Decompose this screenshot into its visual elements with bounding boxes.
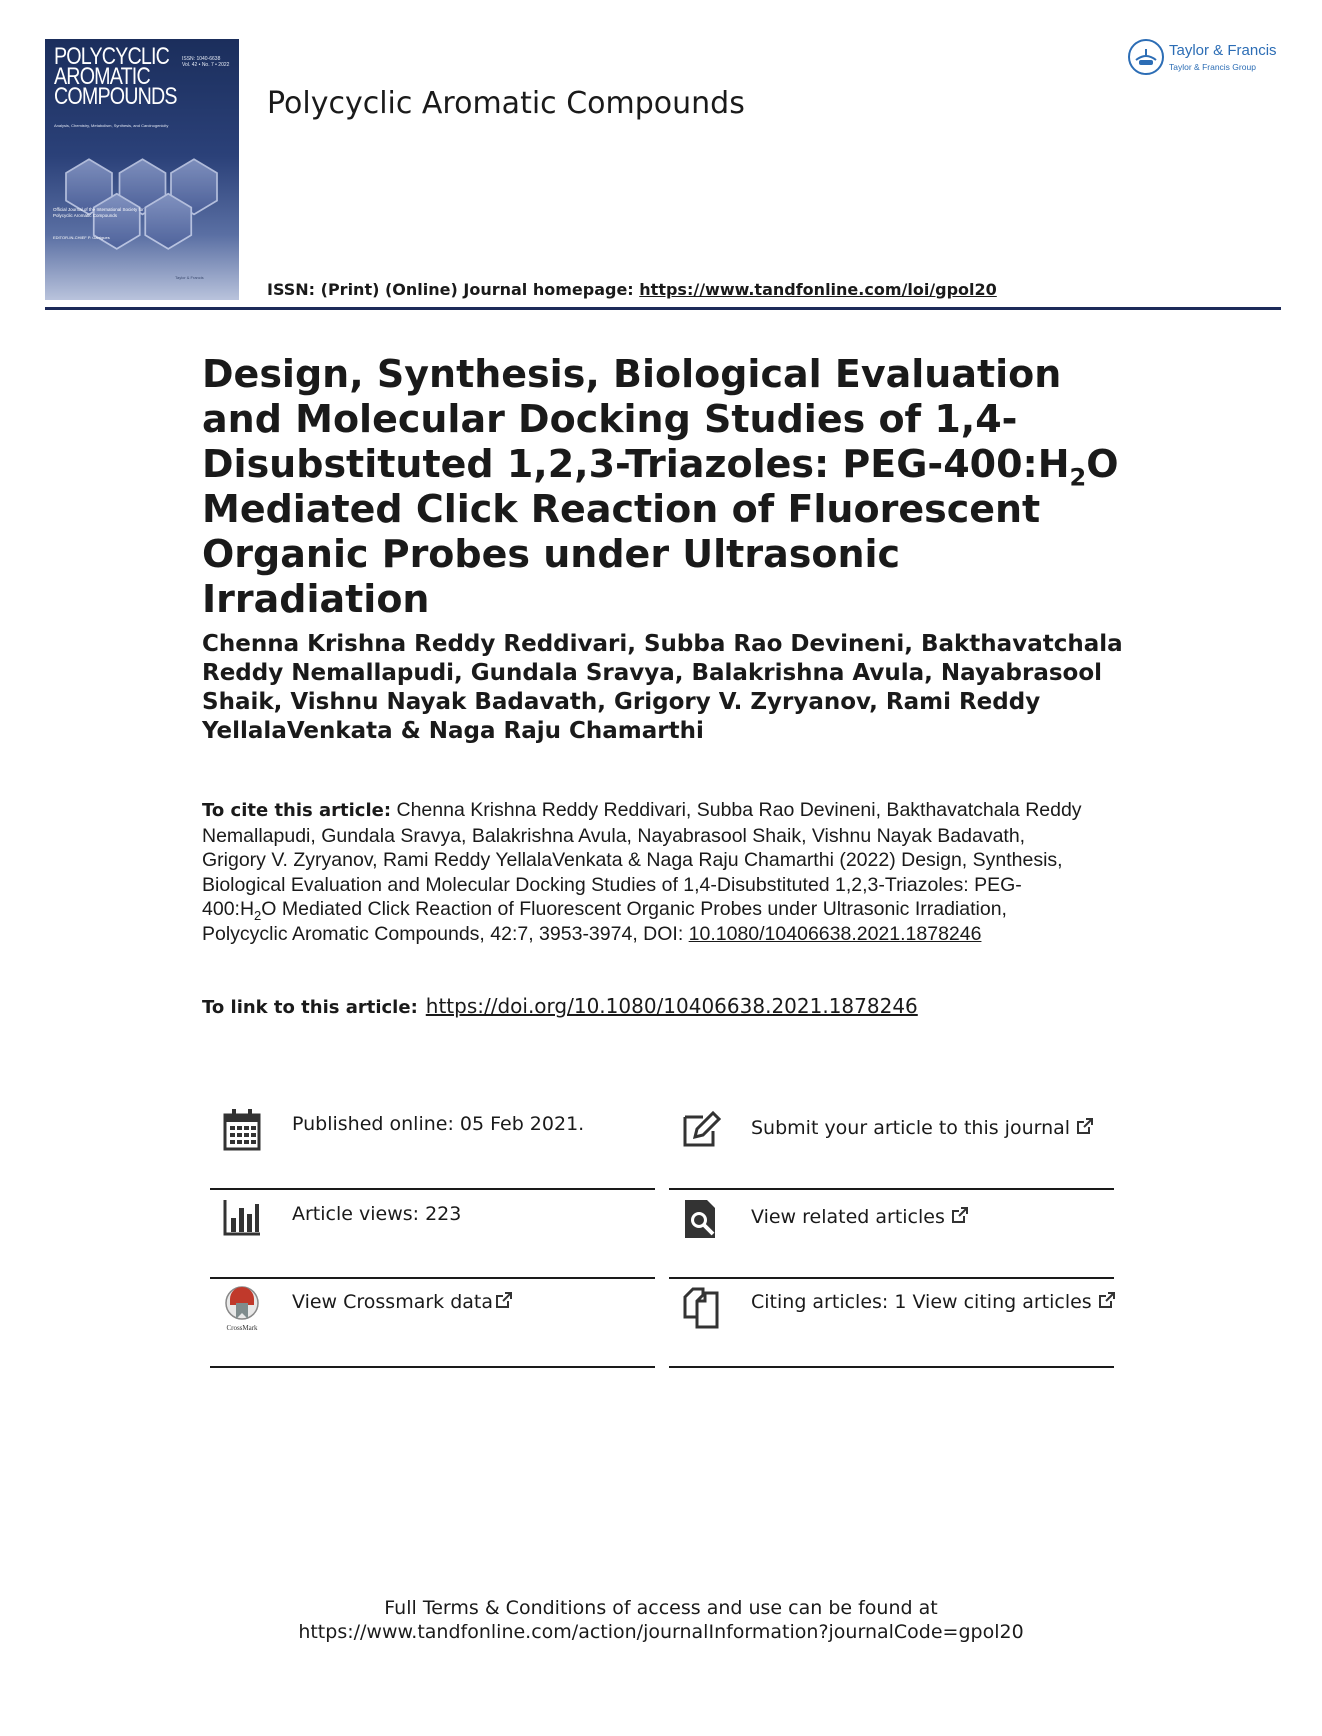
article-title-part1: Design, Synthesis, Biological Evaluation and Molecular Docking Studies of 1,4-Disubstituted 1,2,3-Triazoles: PEG-400:H bbox=[202, 352, 1070, 486]
article-link-label: To link to this article: bbox=[202, 997, 418, 1018]
issn-line bbox=[267, 280, 997, 299]
publisher-logo bbox=[1127, 38, 1277, 80]
citation-text-part2: O Mediated Click Reaction of Fluorescent Organic Probes under Ultrasonic Irradiation, Polycyclic Aromatic Compounds, 42:7, 3953-3974, DOI: bbox=[202, 898, 1007, 945]
cover-publisher: Taylor & Francis bbox=[175, 275, 204, 280]
calendar-icon bbox=[222, 1107, 262, 1153]
crossmark-cell[interactable] bbox=[210, 1277, 655, 1368]
published-online-text: Published online: 05 Feb 2021. bbox=[292, 1113, 585, 1135]
journal-cover bbox=[45, 39, 239, 300]
cover-subtitle: Analysis, Chemistry, Metabolism, Synthesis, and Carcinogenicity bbox=[54, 123, 169, 128]
citation-block bbox=[202, 798, 1082, 946]
citation-subscript: 2 bbox=[254, 907, 262, 923]
article-title-part2: O Mediated Click Reaction of Fluorescent Organic Probes under Ultrasonic Irradiation bbox=[202, 442, 1119, 621]
citing-articles-link[interactable] bbox=[751, 1291, 1116, 1313]
footer bbox=[0, 1596, 1322, 1644]
publisher-name: Taylor & Francis bbox=[1169, 42, 1277, 59]
related-articles-label: View related articles bbox=[751, 1206, 945, 1228]
article-title-subscript: 2 bbox=[1069, 463, 1087, 492]
footer-terms-text: Full Terms & Conditions of access and use can be found at bbox=[384, 1597, 938, 1619]
submit-article-cell[interactable] bbox=[669, 1099, 1114, 1190]
cover-editor: EDITOR-IN-CHIEF P. Garrigues bbox=[53, 235, 110, 240]
article-authors: Chenna Krishna Reddy Reddivari, Subba Rao Devineni, Bakthavatchala Reddy Nemallapudi, Gundala Sravya, Balakrishna Avula, Nayabrasool Shaik, Vishnu Nayak Badavath, Grigory V. Zyryanov, Rami Reddy YellalaVenkata & Naga Raju Chamarthi bbox=[202, 631, 1123, 744]
submit-article-link[interactable] bbox=[751, 1117, 1094, 1139]
issn-text: ISSN: (Print) (Online) Journal homepage: bbox=[267, 280, 640, 299]
article-doi-link[interactable]: https://doi.org/10.1080/10406638.2021.1878246 bbox=[425, 994, 918, 1018]
article-link-line bbox=[202, 994, 918, 1018]
submit-article-label: Submit your article to this journal bbox=[751, 1117, 1071, 1139]
external-link-icon bbox=[1098, 1291, 1116, 1309]
taylor-francis-logo-icon bbox=[1127, 38, 1165, 76]
external-link-icon bbox=[495, 1291, 513, 1309]
cover-title bbox=[54, 43, 177, 110]
copy-documents-icon bbox=[681, 1285, 721, 1331]
citing-articles-label: Citing articles: 1 View citing articles bbox=[751, 1291, 1092, 1313]
cover-volume bbox=[182, 56, 229, 68]
citation-doi-link[interactable]: 10.1080/10406638.2021.1878246 bbox=[688, 922, 982, 945]
bar-chart-icon bbox=[222, 1196, 262, 1242]
publisher-group: Taylor & Francis Group bbox=[1169, 62, 1256, 72]
citing-articles-cell[interactable] bbox=[669, 1277, 1114, 1368]
footer-terms-url[interactable]: https://www.tandfonline.com/action/journalInformation?journalCode=gpol20 bbox=[298, 1621, 1024, 1643]
cover-issn: ISSN: 1040-6638 bbox=[182, 56, 221, 62]
header-divider bbox=[45, 307, 1281, 310]
related-articles-link[interactable] bbox=[751, 1206, 969, 1228]
journal-name: Polycyclic Aromatic Compounds bbox=[267, 86, 745, 121]
related-articles-cell[interactable] bbox=[669, 1188, 1114, 1279]
crossmark-link[interactable] bbox=[292, 1291, 513, 1313]
crossmark-label: View Crossmark data bbox=[292, 1291, 494, 1313]
edit-icon bbox=[681, 1107, 721, 1153]
published-online-cell bbox=[210, 1099, 655, 1190]
cover-title-line: COMPOUNDS bbox=[54, 83, 177, 110]
cover-title-line: AROMATIC bbox=[54, 63, 150, 90]
article-views-cell bbox=[210, 1188, 655, 1279]
crossmark-icon bbox=[222, 1285, 262, 1331]
article-views-text: Article views: 223 bbox=[292, 1203, 462, 1225]
cover-official-text: Official Journal of the International Society for Polycyclic Aromatic Compounds bbox=[53, 207, 144, 218]
external-link-icon bbox=[1076, 1117, 1094, 1135]
citation-text-part1: Chenna Krishna Reddy Reddivari, Subba Rao Devineni, Bakthavatchala Reddy Nemallapudi, Gundala Sravya, Balakrishna Avula, Nayabrasool Shaik, Vishnu Nayak Badavath, Grigory V. Zyryanov, Rami Reddy YellalaVenkata & Naga Raju Chamarthi (2022) Design, Synthesis, Biological Evaluation and Molecular Docking Studies of 1,4-Disubstituted 1,2,3-Triazoles: PEG-400:H bbox=[202, 799, 1082, 920]
crossmark-icon-label: CrossMark bbox=[226, 1324, 258, 1331]
citation-label: To cite this article: bbox=[202, 800, 392, 821]
cover-volume-number: Vol. 42 • No. 7 • 2022 bbox=[182, 62, 230, 68]
external-link-icon bbox=[951, 1206, 969, 1224]
journal-homepage-link[interactable]: https://www.tandfonline.com/loi/gpol20 bbox=[639, 280, 997, 299]
document-search-icon bbox=[681, 1196, 721, 1242]
cover-title-line: POLYCYCLIC bbox=[54, 43, 170, 70]
article-title bbox=[202, 352, 1122, 622]
